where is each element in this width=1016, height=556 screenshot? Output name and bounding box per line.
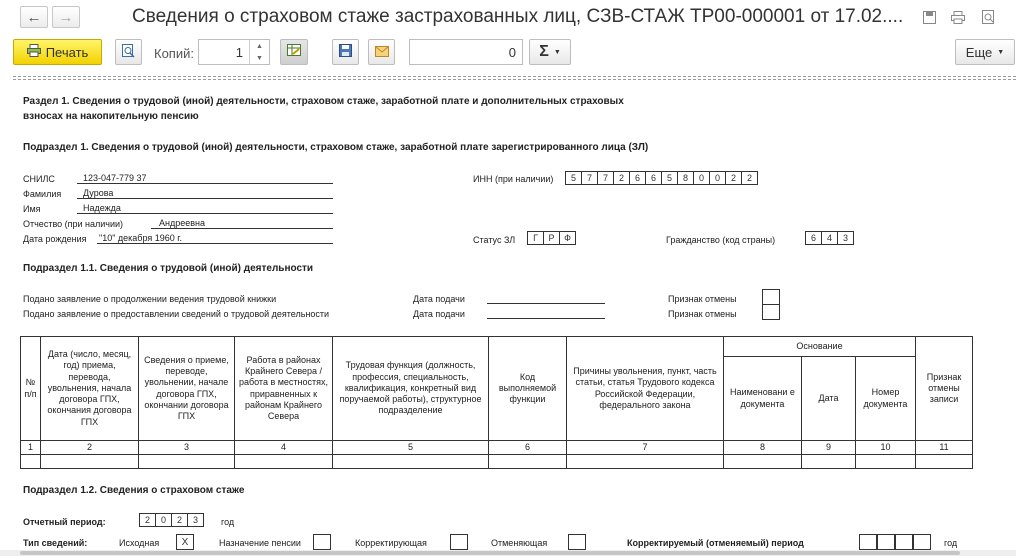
inn-cell: 2 <box>613 171 630 185</box>
table-header: Трудовая функция (должность, профессия, специальность, квалификация, конкретный вид поручаемой работы), структурное подразделение <box>333 337 489 441</box>
column-number: 8 <box>724 441 802 455</box>
status-cells <box>527 231 576 245</box>
column-number: 6 <box>489 441 567 455</box>
corrected-year-cell <box>877 534 895 550</box>
type-correcting-label: Корректирующая <box>355 538 427 548</box>
inn-cells <box>565 171 758 185</box>
more-button[interactable] <box>955 39 1015 65</box>
table-header: Сведения о приеме, переводе, увольнении, начале договора ГПХ, окончании договора ГПХ <box>139 337 235 441</box>
spin-up-icon[interactable]: ▲ <box>256 42 263 50</box>
print-button[interactable] <box>13 39 102 65</box>
forward-button[interactable] <box>52 6 80 28</box>
type-original-box[interactable]: X <box>176 534 194 550</box>
sigma-icon: Σ <box>539 43 549 60</box>
lastname-value: Дурова <box>83 188 114 198</box>
snils-label: СНИЛС <box>23 174 55 184</box>
printer-icon <box>27 44 41 60</box>
table-header: Причины увольнения, пункт, часть статьи, статья Трудового кодекса Российской Федерации, федерального закона <box>567 337 724 441</box>
preview-icon[interactable] <box>979 8 997 26</box>
column-number: 2 <box>41 441 139 455</box>
status-label: Статус ЗЛ <box>473 235 516 245</box>
subsection12-title: Подраздел 1.2. Сведения о страховом стаже <box>23 485 245 496</box>
inn-cell: 7 <box>581 171 598 185</box>
firstname-value: Надежда <box>83 203 121 213</box>
inn-cell: 5 <box>661 171 678 185</box>
chevron-down-icon: ▼ <box>553 48 561 56</box>
period-label: Отчетный период: <box>23 517 106 527</box>
citizenship-label: Гражданство (код страны) <box>666 235 776 245</box>
cancel-mark-label: Признак отмены <box>668 294 737 304</box>
column-number: 9 <box>802 441 856 455</box>
year-cells <box>139 513 204 527</box>
window-title: Сведения о страховом стаже застрахованных лиц, СЗВ-СТАЖ ТР00-000001 от 17.02.... <box>132 6 904 27</box>
corrected-year-suffix: год <box>944 538 958 548</box>
scrollbar-thumb[interactable] <box>20 551 960 555</box>
snils-value: 123-047-779 37 <box>83 173 147 183</box>
cancel-mark-label: Признак отмены <box>668 309 737 319</box>
patronymic-value: Андреевна <box>159 218 205 228</box>
envelope-icon <box>375 45 389 60</box>
inn-cell: 2 <box>725 171 742 185</box>
basis-header: Основание <box>724 337 916 357</box>
lastname-field <box>77 187 333 199</box>
table-header: Дата <box>802 357 856 441</box>
inn-cell: 7 <box>597 171 614 185</box>
inn-cell: 5 <box>565 171 582 185</box>
subsection1-title: Подраздел 1. Сведения о трудовой (иной) деятельности, страховом стаже, заработной плате зарегистрированного лица (ЗЛ) <box>23 142 649 153</box>
divider <box>13 79 1016 80</box>
continue-book-text: Подано заявление о продолжении ведения трудовой книжки <box>23 294 277 304</box>
corrected-period-label: Корректируемый (отменяемый) период <box>627 538 804 548</box>
table-edit-icon <box>287 44 302 60</box>
column-number: 4 <box>235 441 333 455</box>
column-number: 5 <box>333 441 489 455</box>
save-button[interactable] <box>332 39 359 65</box>
status-cell: Ф <box>559 231 576 245</box>
date-submitted-field <box>487 307 605 319</box>
patronymic-label: Отчество (при наличии) <box>23 219 124 229</box>
status-cell: Г <box>527 231 544 245</box>
corrected-year-cell <box>913 534 931 550</box>
inn-cell: 6 <box>629 171 646 185</box>
year-cell: 2 <box>171 513 188 527</box>
copies-value: 1 <box>235 45 243 60</box>
inn-cell: 6 <box>645 171 662 185</box>
title-bar <box>0 0 1016 34</box>
sum-button[interactable] <box>529 39 571 65</box>
column-number: 7 <box>567 441 724 455</box>
section1-title-cont: взносах на накопительную пенсию <box>23 111 199 122</box>
table-header: Код выполняемой функции <box>489 337 567 441</box>
preview-button[interactable] <box>115 39 142 65</box>
column-number: 11 <box>916 441 973 455</box>
year-cell: 3 <box>187 513 204 527</box>
type-correcting-box[interactable] <box>450 534 468 550</box>
save-icon[interactable] <box>920 8 938 26</box>
print-icon[interactable] <box>949 8 967 26</box>
type-pension-box[interactable] <box>313 534 331 550</box>
citizenship-cells <box>805 231 854 245</box>
copies-spinner[interactable] <box>249 40 269 64</box>
table-header: Наименовани е документа <box>724 357 802 441</box>
column-number: 10 <box>856 441 916 455</box>
section1-title: Раздел 1. Сведения о трудовой (иной) деятельности, страховом стаже, заработной плате и дополнительных страховых <box>23 96 624 107</box>
divider <box>13 76 1016 77</box>
print-label: Печать <box>45 44 89 60</box>
date-submitted-field <box>487 292 605 304</box>
type-cancelling-box[interactable] <box>568 534 586 550</box>
subsection11-title: Подраздел 1.1. Сведения о трудовой (иной) деятельности <box>23 263 314 274</box>
toolbar <box>0 36 1016 70</box>
citizenship-cell: 6 <box>805 231 822 245</box>
year-suffix: год <box>221 517 235 527</box>
cancel-mark-box <box>762 289 780 305</box>
edit-mode-button[interactable] <box>280 39 308 65</box>
cancel-mark-box <box>762 304 780 320</box>
inn-cell: 0 <box>709 171 726 185</box>
status-cell: Р <box>543 231 560 245</box>
corrected-year-cell <box>859 534 877 550</box>
column-number: 3 <box>139 441 235 455</box>
type-pension-label: Назначение пенсии <box>219 538 301 548</box>
table-header: Дата (число, месяц, год) приема, перевода, увольнения, начала договора ГПХ, окончания договора ГПХ <box>41 337 139 441</box>
more-label: Еще <box>965 44 993 60</box>
inn-label: ИНН (при наличии) <box>473 174 554 184</box>
arrow-right-icon: → <box>58 8 74 26</box>
email-button[interactable] <box>368 39 395 65</box>
amount-value: 0 <box>508 45 516 60</box>
table-row <box>21 455 973 469</box>
amount-field[interactable] <box>409 39 523 65</box>
arrow-left-icon: ← <box>26 8 42 26</box>
table-header: Номер документа <box>856 357 916 441</box>
lastname-label: Фамилия <box>23 189 62 199</box>
document-area[interactable] <box>13 74 1016 556</box>
spin-down-icon[interactable]: ▼ <box>256 54 263 62</box>
birthdate-label: Дата рождения <box>23 234 87 244</box>
table-header: Работа в районах Крайнего Севера / работа в местностях, приравненных к районам Крайнего Севера <box>235 337 333 441</box>
inn-cell: 0 <box>693 171 710 185</box>
column-number: 1 <box>21 441 41 455</box>
type-label: Тип сведений: <box>23 538 88 548</box>
table-header: № п/п <box>21 337 41 441</box>
date-submitted-label: Дата подачи <box>413 294 465 304</box>
magnifier-page-icon <box>122 44 136 61</box>
corrected-year-cell <box>895 534 913 550</box>
type-cancelling-label: Отменяющая <box>491 538 548 548</box>
activity-table <box>20 336 973 469</box>
citizenship-cell: 4 <box>821 231 838 245</box>
back-button[interactable] <box>20 6 48 28</box>
inn-cell: 2 <box>741 171 758 185</box>
copies-label: Копий: <box>154 46 194 61</box>
floppy-icon <box>339 44 352 60</box>
year-cell: 0 <box>155 513 172 527</box>
chevron-down-icon: ▼ <box>997 48 1005 56</box>
year-cell: 2 <box>139 513 156 527</box>
date-submitted-label: Дата подачи <box>413 309 465 319</box>
firstname-label: Имя <box>23 204 41 214</box>
copies-input[interactable] <box>198 39 270 65</box>
provide-info-text: Подано заявление о предоставлении сведений о трудовой деятельности <box>23 309 330 319</box>
citizenship-cell: 3 <box>837 231 854 245</box>
birthdate-value: "10" декабря 1960 г. <box>99 233 182 243</box>
table-header: Признак отмены записи <box>916 337 973 441</box>
inn-cell: 8 <box>677 171 694 185</box>
type-original-label: Исходная <box>119 538 160 548</box>
